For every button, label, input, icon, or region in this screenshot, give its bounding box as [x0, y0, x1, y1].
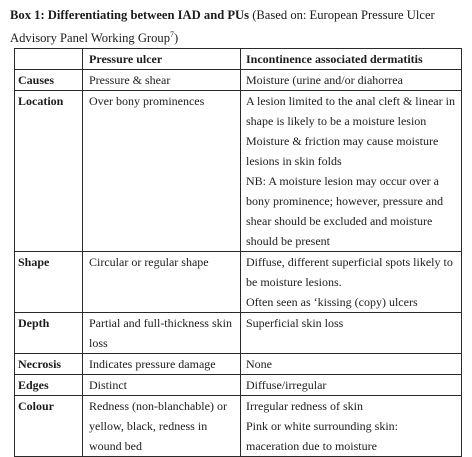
table-row — [15, 252, 462, 313]
cell-text-line: shear should be excluded and moisture — [246, 214, 433, 228]
cell-text-line: wound bed — [89, 439, 142, 453]
box-title-heading: Box 1: Differentiating between IAD and PUs — [10, 8, 250, 22]
table-row — [15, 91, 462, 252]
cell-text-line: lesions in skin folds — [246, 154, 342, 168]
table-header-row — [15, 49, 462, 70]
table-row — [15, 313, 462, 354]
cell-text-line: bony prominence; however, pressure and — [246, 194, 444, 208]
pressure-ulcer-cell — [83, 70, 241, 91]
row-label: Necrosis — [15, 354, 83, 375]
table-row — [15, 354, 462, 375]
row-label: Causes — [15, 70, 83, 91]
cell-text-line: Diffuse, different superficial spots likely to — [246, 255, 453, 269]
row-label: Location — [15, 91, 83, 252]
row-label: Depth — [15, 313, 83, 354]
box-title-source: (Based on: European Pressure Ulcer — [249, 8, 435, 22]
pressure-ulcer-cell — [83, 375, 241, 396]
table-row — [15, 70, 462, 91]
cell-text-line: NB: A moisture lesion may occur over a — [246, 174, 439, 188]
table-row — [15, 375, 462, 396]
box-title — [10, 5, 466, 48]
cell-text-line: Often seen as ‘kissing (copy) ulcers — [246, 295, 418, 309]
iad-cell — [241, 70, 462, 91]
cell-text-line: shape is likely to be a moisture lesion — [246, 114, 427, 128]
pressure-ulcer-cell — [83, 313, 241, 354]
row-label: Edges — [15, 375, 83, 396]
row-label: Shape — [15, 252, 83, 313]
iad-cell — [241, 375, 462, 396]
box-title-source-cont: Advisory Panel Working Group — [10, 31, 171, 46]
cell-text-line: Irregular redness of skin — [246, 399, 363, 413]
cell-text-line: Over bony prominences — [89, 94, 205, 108]
table-row — [15, 396, 462, 457]
cell-text-line: be moisture lesions. — [246, 275, 342, 289]
cell-text-line: Diffuse/irregular — [246, 378, 327, 392]
cell-text-line: maceration due to moisture — [246, 439, 377, 453]
iad-cell — [241, 91, 462, 252]
cell-text-line: Pressure & shear — [89, 73, 171, 87]
iad-cell — [241, 396, 462, 457]
iad-cell — [241, 313, 462, 354]
cell-text-line: Moisture & friction may cause moisture — [246, 134, 439, 148]
header-pressure-ulcer: Pressure ulcer — [83, 49, 241, 70]
row-label: Colour — [15, 396, 83, 457]
cell-text-line: Distinct — [89, 378, 127, 392]
cell-text-line: Partial and full-thickness skin — [89, 316, 232, 330]
cell-text-line: A lesion limited to the anal cleft & linear in — [246, 94, 455, 108]
cell-text-line: Redness (non-blanchable) or — [89, 399, 227, 413]
table-body — [15, 70, 462, 457]
header-iad: Incontinence associated dermatitis — [241, 49, 462, 70]
pressure-ulcer-cell — [83, 354, 241, 375]
cell-text-line: Indicates pressure damage — [89, 357, 216, 371]
box-title-close: ) — [174, 31, 179, 46]
cell-text-line: Superficial skin loss — [246, 316, 344, 330]
pressure-ulcer-cell — [83, 396, 241, 457]
cell-text-line: None — [246, 357, 272, 371]
cell-text-line: Pink or white surrounding skin: — [246, 419, 398, 433]
header-empty-cell — [15, 49, 83, 70]
footnote-reference: 7 — [170, 30, 175, 39]
iad-cell — [241, 252, 462, 313]
cell-text-line: Moisture (urine and/or diahorrea — [246, 73, 403, 87]
cell-text-line: loss — [89, 336, 108, 350]
comparison-table — [14, 48, 462, 457]
pressure-ulcer-cell — [83, 252, 241, 313]
iad-cell — [241, 354, 462, 375]
pressure-ulcer-cell — [83, 91, 241, 252]
cell-text-line: should be present — [246, 234, 330, 248]
cell-text-line: Circular or regular shape — [89, 255, 209, 269]
cell-text-line: yellow, black, redness in — [89, 419, 208, 433]
